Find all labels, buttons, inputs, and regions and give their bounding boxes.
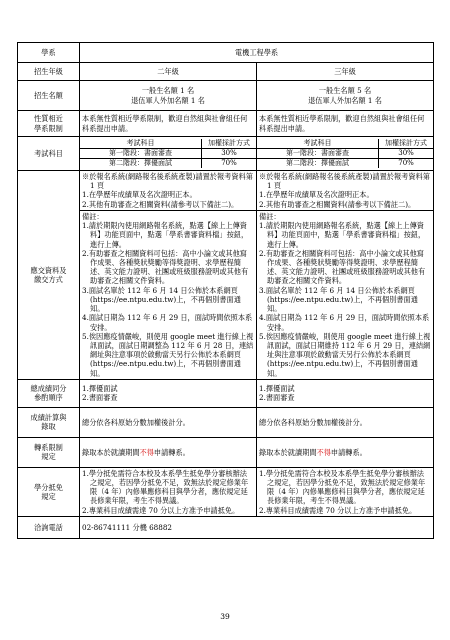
docs-label-2: 繳交方式 xyxy=(34,274,63,284)
exam-col3 xyxy=(257,137,434,171)
tiebreak-label xyxy=(18,379,80,407)
restriction-row xyxy=(18,111,434,137)
score-col3: 總分依各科原始分數加權後計分。 xyxy=(257,407,434,437)
docs-intro xyxy=(80,171,256,211)
grade-row xyxy=(18,63,434,81)
restriction-label xyxy=(18,111,80,137)
docs-label-1: 應交資料及 xyxy=(30,265,67,275)
transfer-label-1: 轉系限制 xyxy=(34,443,63,453)
exam-label: 考試科目 xyxy=(18,137,80,171)
docs-note-item: 3.面試名單於 112 年 6 月 14 日公佈於本系網頁(https://ee.ntpu.edu.tw)上，不再個別書面通知。 xyxy=(82,285,241,314)
quota-col3-veteran: 退伍軍人外加名額 1 名 xyxy=(308,95,382,105)
score-col2: 總分依各科原始分數加權後計分。 xyxy=(80,407,257,437)
score-row xyxy=(18,407,434,437)
quota-col2-veteran: 退伍軍人外加名額 1 名 xyxy=(131,95,205,105)
transfer-col3 xyxy=(257,437,434,467)
contact-phone: 02-86741111 分機 68882 xyxy=(80,516,434,538)
docs-notes-title: 備註： xyxy=(82,211,104,221)
credit-item: 2.專業科目成績需達 70 分以上方准予申請抵免。 xyxy=(259,505,417,515)
contact-row xyxy=(18,516,434,538)
docs-col3 xyxy=(257,171,434,380)
exam-head-weight: 加權採計方式 xyxy=(379,139,434,149)
dept-name: 電機工程學系 xyxy=(80,43,434,63)
docs-notes xyxy=(80,211,256,379)
transfer-label xyxy=(18,437,80,467)
grade-label: 招生年級 xyxy=(18,63,80,81)
credit-col3 xyxy=(257,467,434,516)
docs-notes xyxy=(257,211,433,379)
exam-weight: 30% xyxy=(379,148,434,158)
transfer-text: 申請轉系。 xyxy=(153,447,190,457)
exam-subject: 第一階段：書面審查 xyxy=(80,148,202,158)
docs-intro-item: ※於報名系統(網路報名後系統產製)請置於報考資料第 1 頁 xyxy=(259,172,430,191)
transfer-text: 申請轉系。 xyxy=(330,447,367,457)
grade-col3: 三年級 xyxy=(257,63,434,81)
page-number: 39 xyxy=(220,612,230,621)
exam-row xyxy=(18,137,434,171)
admission-table-page xyxy=(17,42,433,539)
exam-subject: 第二階段：擇優面試 xyxy=(257,159,379,169)
credit-label-1: 學分抵免 xyxy=(34,482,63,492)
exam-weight: 70% xyxy=(379,159,434,169)
tiebreak-label-1: 總成績同分 xyxy=(30,384,67,394)
tiebreak-label-2: 參酌順序 xyxy=(34,393,63,403)
credit-row xyxy=(18,467,434,516)
restriction-col3: 本系無性質相近學系限制，歡迎自然組與社會組任何科系提出申請。 xyxy=(257,111,434,137)
transfer-label-2: 規定 xyxy=(41,452,56,462)
exam-subject: 第一階段：書面審查 xyxy=(257,148,379,158)
docs-row xyxy=(18,171,434,380)
quota-col3-general: 一般生名額 5 名 xyxy=(318,86,372,96)
score-label-2: 錄取 xyxy=(41,422,56,432)
docs-col2 xyxy=(80,171,257,380)
docs-note-item: 3.面試名單於 112 年 6 月 14 日公佈於本系網頁(https://ee.ntpu.edu.tw)上，不再個別書面通知。 xyxy=(259,285,418,314)
tiebreak-item: 2.書面審查 xyxy=(259,393,295,403)
docs-note-item: 1.請於期限內使用網路報名系統，點選【線上上傳資料】功能頁面中，點選「學系書審資料檔」按鈕，進行上傳。 xyxy=(82,221,249,249)
dept-label: 學系 xyxy=(18,43,80,63)
exam-col2 xyxy=(80,137,257,171)
docs-note-item: 1.請於期限內使用網路報名系統，點選【線上上傳資料】功能頁面中，點選「學系書審資料檔」按鈕，進行上傳。 xyxy=(259,221,426,249)
restriction-label-1: 性質相近 xyxy=(34,114,63,124)
contact-label: 洽詢電話 xyxy=(18,516,80,538)
exam-head-subject: 考試科目 xyxy=(257,139,379,149)
docs-note-item: 2.有助審查之相關資料可包括：高中小論文或其他寫作成果、各種獎狀獎勵等得獎證明、求學歷程簡述、英文能力證明、社團或班級服務證明或其他有助審查之相關文件資料。 xyxy=(259,248,426,286)
docs-intro xyxy=(257,171,433,211)
exam-head-subject: 考試科目 xyxy=(80,139,202,149)
exam-subject: 第二階段：擇優面試 xyxy=(80,159,202,169)
exam-weight: 30% xyxy=(202,148,257,158)
tiebreak-item: 1.擇優面試 xyxy=(82,384,118,394)
score-label xyxy=(18,407,80,437)
tiebreak-col3 xyxy=(257,379,434,407)
docs-note-item: 2.有助審查之相關資料可包括：高中小論文或其他寫作成果、各種獎狀獎勵等得獎證明、求學歷程簡述、英文能力證明、社團或班級服務證明或其他有助審查之相關文件資料。 xyxy=(82,248,249,286)
docs-intro-item: 2.其他有助審查之相關資料(請參考以下備註二)。 xyxy=(259,199,416,209)
credit-item: 1.學分抵免需符合本校及本系學生抵免學分審核辦法之規定，若因學分抵免不足，致無法於規定修業年限（4 年）內修畢應修科目與學分者，應依規定延長修業年限，考生不得異議。 xyxy=(82,468,249,506)
docs-note-item: 5.俟因應疫情嚴峻，則使用 google meet 進行線上視訊面試，面試日期調整為 112 年 6 月 28 日，連結網址與注意事項於啟動當天另行公佈於本系網頁(https://ee.ntpu.edu.tw)上，不再個別書面通知。 xyxy=(82,331,254,378)
quota-col3 xyxy=(257,81,434,111)
docs-intro-item: 1.在學歷年成績單及名次證明正本。 xyxy=(82,190,197,200)
docs-note-item: 4.面試日期為 112 年 6 月 29 日，面試時間依照本系安排。 xyxy=(82,313,253,332)
docs-label xyxy=(18,171,80,380)
exam-head-weight: 加權採計方式 xyxy=(202,139,257,149)
tiebreak-item: 2.書面審查 xyxy=(82,393,118,403)
transfer-red-text: 不得 xyxy=(139,447,154,457)
tiebreak-item: 1.擇優面試 xyxy=(259,384,295,394)
docs-intro-item: ※於報名系統(網路報名後系統產製)請置於報考資料第 1 頁 xyxy=(82,172,253,191)
credit-col2 xyxy=(80,467,257,516)
exam-weight: 70% xyxy=(202,159,257,169)
transfer-row xyxy=(18,437,434,467)
admission-table xyxy=(17,42,434,539)
credit-item: 2.專業科目成績需達 70 分以上方准予申請抵免。 xyxy=(82,505,240,515)
quota-col2 xyxy=(80,81,257,111)
quota-row xyxy=(18,81,434,111)
exam-table-col2 xyxy=(80,139,256,168)
exam-table-col3 xyxy=(257,139,433,168)
quota-label: 招生名額 xyxy=(18,81,80,111)
tiebreak-col2 xyxy=(80,379,257,407)
docs-note-item: 4.面試日期為 112 年 6 月 29 日，面試時間依照本系安排。 xyxy=(259,313,430,332)
credit-label xyxy=(18,467,80,516)
credit-label-2: 規定 xyxy=(41,491,56,501)
quota-col2-general: 一般生名額 1 名 xyxy=(141,86,195,96)
score-label-1: 成績計算與 xyxy=(30,413,67,423)
docs-intro-item: 1.在學歷年成績單及名次證明正本。 xyxy=(259,190,374,200)
transfer-text: 錄取本於就讀期間 xyxy=(82,447,140,457)
grade-col2: 二年級 xyxy=(80,63,257,81)
restriction-label-2: 學系限制 xyxy=(34,123,63,133)
transfer-text: 錄取本於就讀期間 xyxy=(259,447,317,457)
restriction-col2: 本系無性質相近學系限制，歡迎自然組與社會組任何科系提出申請。 xyxy=(80,111,257,137)
tiebreak-row xyxy=(18,379,434,407)
credit-item: 1.學分抵免需符合本校及本系學生抵免學分審核辦法之規定，若因學分抵免不足，致無法於規定修業年限（4 年）內修畢應修科目與學分者，應依規定延長修業年限，考生不得異議。 xyxy=(259,468,426,506)
transfer-red-text: 不得 xyxy=(316,447,331,457)
docs-note-item: 5.俟因應疫情嚴峻，則使用 google meet 進行線上視訊面試，面試日期維持 112 年 6 月 29 日，連結網址與注意事項於啟動當天另行公佈於本系網頁(https://ee.ntpu.edu.tw)上，不再個別書面通知。 xyxy=(259,331,431,378)
docs-intro-item: 2.其他有助審查之相關資料(請參考以下備註二)。 xyxy=(82,199,239,209)
transfer-col2 xyxy=(80,437,257,467)
docs-notes-title: 備註： xyxy=(259,211,281,221)
dept-row xyxy=(18,43,434,63)
